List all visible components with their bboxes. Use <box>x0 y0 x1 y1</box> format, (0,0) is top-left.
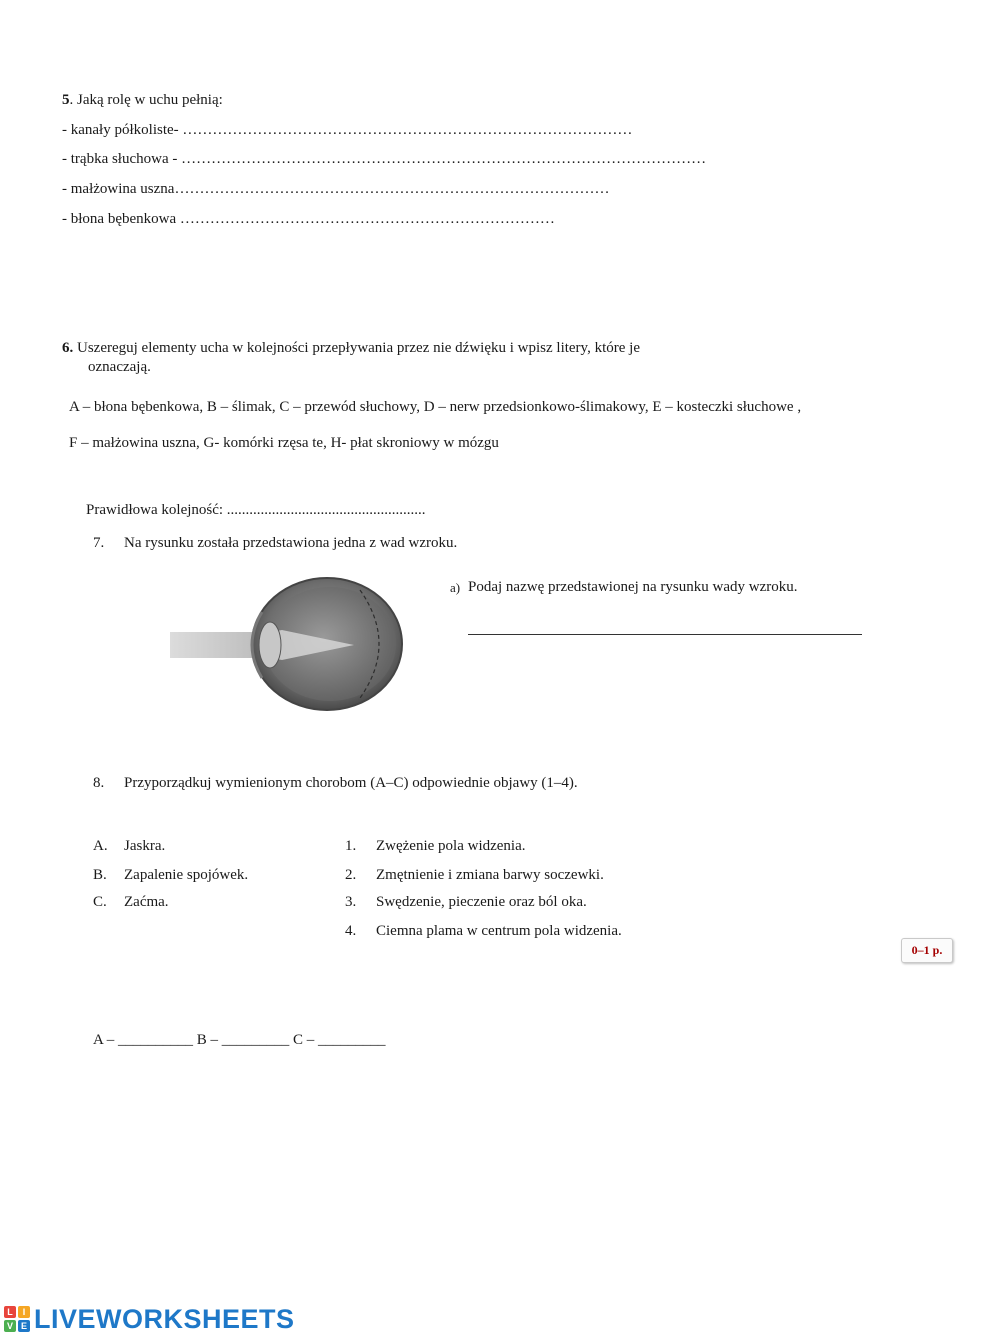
disease-label-b: B. <box>93 867 107 883</box>
logo-letter-l: L <box>4 1306 16 1318</box>
logo-text: LIVEWORKSHEETS <box>34 1303 295 1334</box>
q5-number: 5 <box>62 92 70 108</box>
logo-letter-i: I <box>18 1306 30 1318</box>
lens <box>259 622 281 668</box>
symptom-label-1: 1. <box>345 838 357 854</box>
eye-diagram <box>170 572 410 717</box>
q6-title-cont: oznaczają. <box>88 359 151 375</box>
q6-number: 6. <box>62 340 74 356</box>
logo-letter-e: E <box>18 1320 30 1332</box>
symptom-text-2: Zmętnienie i zmiana barwy soczewki. <box>376 867 604 883</box>
logo-mark-icon <box>4 1306 30 1332</box>
q8-answer-field[interactable]: A – __________ B – _________ C – _________ <box>93 1032 386 1048</box>
q6-answer-field[interactable]: Prawidłowa kolejność: ..................................................... <box>86 502 426 518</box>
symptom-text-3: Swędzenie, pieczenie oraz ból oka. <box>376 894 587 910</box>
q7a-text: Podaj nazwę przedstawionej na rysunku wady wzroku. <box>468 579 798 595</box>
q8-number: 8. <box>93 775 105 791</box>
q5-heading <box>62 92 223 109</box>
q5-line-2: - trąbka słuchowa - …………………………………………………………………………………………… <box>62 151 707 167</box>
q5-line-4: - błona bębenkowa ………………………………………………………………… <box>62 211 555 227</box>
symptom-label-4: 4. <box>345 923 357 939</box>
symptom-text-1: Zwężenie pola widzenia. <box>376 838 526 854</box>
disease-label-a: A. <box>93 838 108 854</box>
symptom-text-4: Ciemna plama w centrum pola widzenia. <box>376 923 622 939</box>
q7a-label: a) <box>450 580 461 595</box>
symptom-label-2: 2. <box>345 867 357 883</box>
q5-title: . Jaką rolę w uchu pełnią: <box>69 92 223 108</box>
disease-text-c: Zaćma. <box>124 894 169 910</box>
q6-elements-line-2: F – małżowina uszna, G- komórki rzęsa te, H- płat skroniowy w mózgu <box>69 435 499 451</box>
q5-line-1: - kanały półkoliste- ……………………………………………………………………………… <box>62 122 633 138</box>
q7a-answer-line[interactable] <box>468 634 862 635</box>
score-badge: 0–1 p. <box>901 938 953 963</box>
q7-title: Na rysunku została przedstawiona jedna z wad wzroku. <box>124 535 458 551</box>
q8-title: Przyporządkuj wymienionym chorobom (A–C) odpowiednie objawy (1–4). <box>124 775 578 791</box>
light-beam <box>170 632 260 658</box>
q5-line-3: - małżowina uszna…………………………………………………………………………… <box>62 181 610 197</box>
q6-elements-line-1: A – błona bębenkowa, B – ślimak, C – przewód słuchowy, D – nerw przedsionkowo-ślimakowy, E – kosteczki słuchowe , <box>69 399 802 415</box>
q6-title: Uszereguj elementy ucha w kolejności przepływania przez nie dźwięku i wpisz litery, które je <box>73 340 640 356</box>
disease-text-b: Zapalenie spojówek. <box>124 867 249 883</box>
q6-heading <box>62 340 640 357</box>
symptom-label-3: 3. <box>345 894 357 910</box>
logo-letter-v: V <box>4 1320 16 1332</box>
q7-number: 7. <box>93 535 105 551</box>
disease-text-a: Jaskra. <box>124 838 166 854</box>
liveworksheets-logo[interactable] <box>4 1304 295 1334</box>
disease-label-c: C. <box>93 894 107 910</box>
